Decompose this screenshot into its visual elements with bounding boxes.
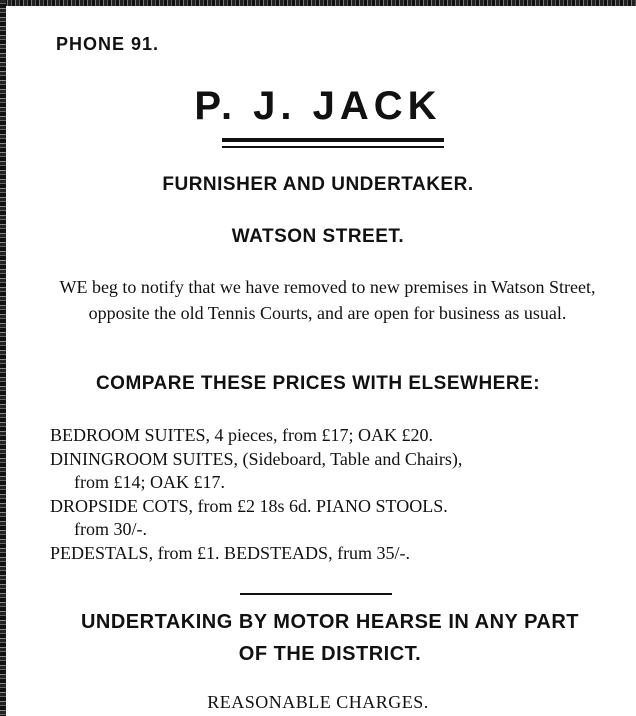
business-name: P. J. JACK — [194, 84, 442, 128]
undertaking-line: UNDERTAKING BY MOTOR HEARSE IN ANY PART — [80, 611, 580, 633]
trade-heading: FURNISHER AND UNDERTAKER. — [162, 174, 474, 195]
section-divider — [240, 593, 392, 595]
charges-footer: REASONABLE CHARGES. — [207, 692, 429, 712]
undertaking-line: OF THE DISTRICT. — [238, 643, 422, 665]
price-line: DININGROOM SUITES, (Sideboard, Table and Chairs), — [50, 448, 463, 469]
top-border — [0, 0, 636, 6]
phone-number: PHONE 91. — [56, 34, 160, 54]
compare-heading: COMPARE THESE PRICES WITH ELSEWHERE: — [95, 373, 541, 394]
price-line: BEDROOM SUITES, 4 pieces, from £17; OAK £20. — [50, 425, 433, 445]
undertaking-notice — [40, 606, 620, 670]
price-list — [50, 424, 630, 565]
price-line: from £14; OAK £17. — [74, 472, 225, 492]
title-underline-thin — [222, 146, 444, 148]
price-line: DROPSIDE COTS, from £2 18s 6d. PIANO STOOLS. — [50, 495, 448, 516]
price-line: PEDESTALS, from £1. BEDSTEADS, frum 35/-. — [50, 542, 411, 563]
removal-notice: WE beg to notify that we have removed to new premises in Watson Street, opposite the old Tennis Courts, and are open for business as usual. — [59, 277, 596, 323]
price-line: from 30/-. — [74, 519, 147, 539]
title-underline-thick — [222, 138, 444, 142]
street-heading: WATSON STREET. — [231, 226, 405, 247]
